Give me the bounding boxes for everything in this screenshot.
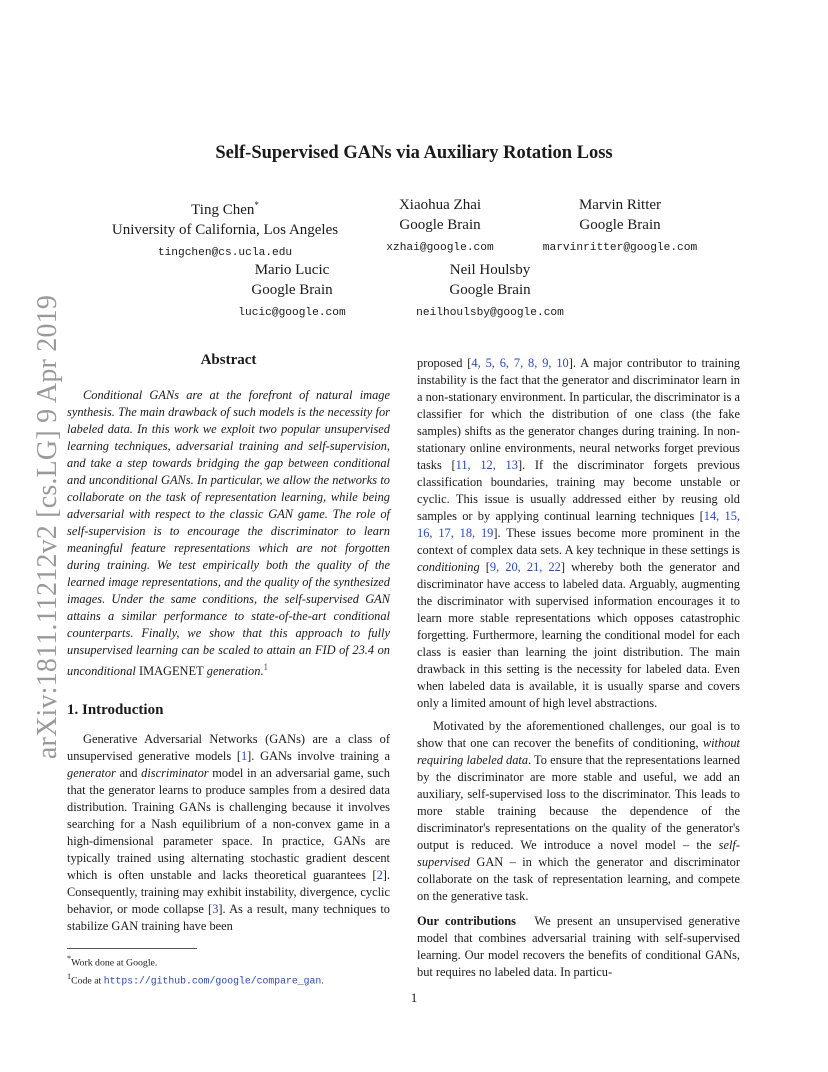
- author-affiliation: Google Brain: [399, 216, 481, 233]
- footnote-2: $^1$Code at https://github.com/google/compare_gan.: [67, 972, 324, 987]
- author-affiliation: Google Brain: [579, 216, 661, 233]
- author-email[interactable]: lucic@google.com: [238, 307, 346, 319]
- abstract: [67, 387, 390, 680]
- author-block-4: [222, 261, 362, 324]
- author-email[interactable]: tingchen@cs.ucla.edu: [157, 247, 293, 259]
- abstract-heading: Abstract: [200, 352, 257, 368]
- author-name: Marvin Ritter: [578, 197, 662, 213]
- body-paragraph: proposed [4, 5, 6, 7, 8, 9, 10]. A major contributor to training instability is the fact that the generator and discriminator learn in a non-stationary environment. In particular, the discriminator is a classifier for which the distribution of one class (the fake samples) shifts as the generator changes during training. In non-stationary online environments, neural networks forget previous tasks [11, 12, 13]. If the discriminator forgets previous classification boundaries, training may become unstable or cyclic. This issue is usually addressed either by reusing old samples or by applying continual learning techniques [14, 15, 16, 17, 18, 19]. These issues become more prominent in the context of complex data sets. A key technique in these settings is conditioning [9, 20, 21, 22] whereby both the generator and discriminator have access to labeled data. Arguably, augmenting the discriminator with supervised information encourages it to learn more stable representations which opposes catastrophic forgetting. Furthermore, learning the conditional model for each class is easier than learning the joint distribution. The main drawback in this setting is the necessity for labeled data. Even when labeled data is available, it is usually sparse and covers only a limited amount of high level abstractions.: [417, 356, 741, 710]
- imagenet-label: IMAGENET: [138, 664, 204, 679]
- body-paragraph: Motivated by the aforementioned challenges, our goal is to show that one can recover the benefits of conditioning, without requiring labeled data. To ensure that the representations learned by the discriminator are more stable and useful, we add an auxiliary, self-supervised loss to the discriminator. This leads to more stable training because the dependence of the discriminator's representations on the quality of the generator's output is reduced. We introduce a novel model – the self-supervised GAN – in which the generator and discriminator collaborate on the task of representation learning, and compete on the generative task.: [417, 719, 741, 903]
- author-name: Xiaohua Zhai: [398, 197, 482, 213]
- citation-link[interactable]: 2: [376, 868, 383, 883]
- citation-link[interactable]: 4, 5, 6, 7, 8, 9, 10: [471, 356, 569, 370]
- contributions-heading: Our contributions: [417, 914, 516, 928]
- right-column: [417, 355, 740, 981]
- code-url-link[interactable]: https://github.com/google/compare_gan: [103, 975, 322, 987]
- abstract-text: Conditional GANs are at the forefront of natural image synthesis. The main drawback of such models is the necessity for labeled data. In this work we exploit two popular unsupervised learning techniques, adversarial training and self-supervision, and take a step towards bridging the gap between conditional and unconditional GANs. In particular, we allow the networks to collaborate on the task of representation learning, while being adversarial with respect to the classic GAN game. The role of self-supervision is to encourage the discriminator to learn meaningful feature representations which are not forgotten during training. We test empirically both the quality of the learned image representations, and the quality of the synthesized images. Under the same conditions, the self-supervised GAN attains a similar performance to state-of-the-art conditional counterparts. Finally, we show that this approach to fully unsupervised learning can be scaled to attain an FID of 23.4 on unconditional IMAGENET generation.$^1$: [67, 388, 390, 679]
- author-affiliation: Google Brain: [449, 281, 531, 298]
- paper-title: Self-Supervised GANs via Auxiliary Rotation Loss: [215, 143, 613, 163]
- left-column: [67, 352, 390, 989]
- footnote-1: *Work done at Google.: [67, 954, 158, 969]
- footnote-link[interactable]: 1: [263, 662, 269, 672]
- arxiv-identifier: arXiv:1811.11212v2 [cs.LG] 9 Apr 2019: [32, 294, 63, 760]
- author-name: Ting Chen: [191, 202, 255, 218]
- author-name: Mario Lucic: [254, 262, 330, 278]
- footnote-divider: [67, 948, 197, 949]
- author-affiliation: University of California, Los Angeles: [111, 221, 339, 238]
- author-email[interactable]: neilhoulsby@google.com: [416, 307, 564, 319]
- author-email[interactable]: xzhai@google.com: [386, 242, 494, 254]
- citation-link[interactable]: 14, 15, 16, 17, 18, 19: [417, 509, 741, 540]
- author-block-2: [370, 196, 510, 259]
- author-block-3: [528, 196, 712, 259]
- intro-paragraph: Generative Adversarial Networks (GANs) are a class of unsupervised generative models [1]. GANs involve training a generator and discriminator model in an adversarial game, such that the generator learns to produce samples from a desired data distribution. Training GANs is challenging because it involves searching for a Nash equilibrium of a non-convex game in a high-dimensional parameter space. In practice, GANs are typically trained using alternating stochastic gradient descent which is often unstable and lacks theoretical guarantees [2]. Consequently, training may exhibit instability, divergence, cyclic behavior, or mode collapse [3]. As a result, many techniques to stabilize GAN training have been: [67, 732, 390, 934]
- section-heading-introduction: 1. Introduction: [67, 702, 164, 719]
- author-footnote-mark: *: [254, 200, 259, 210]
- citation-link[interactable]: 1: [240, 749, 248, 764]
- author-affiliation: Google Brain: [251, 281, 333, 298]
- citation-link[interactable]: 11, 12, 13: [455, 458, 518, 472]
- author-block-1: [100, 196, 350, 264]
- author-block-5: [395, 261, 585, 324]
- citation-link[interactable]: 3: [212, 902, 219, 917]
- page-number: 1: [410, 990, 418, 1005]
- author-name: Neil Houlsby: [449, 262, 531, 278]
- contributions-paragraph: Our contributions We present an unsupervised generative model that combines adversarial training with self-supervised learning. Our model recovers the benefits of conditional GANs, but requires no labeled data. In particu-: [417, 914, 740, 979]
- author-email[interactable]: marvinritter@google.com: [542, 242, 698, 254]
- citation-link[interactable]: 9, 20, 21, 22: [489, 560, 561, 574]
